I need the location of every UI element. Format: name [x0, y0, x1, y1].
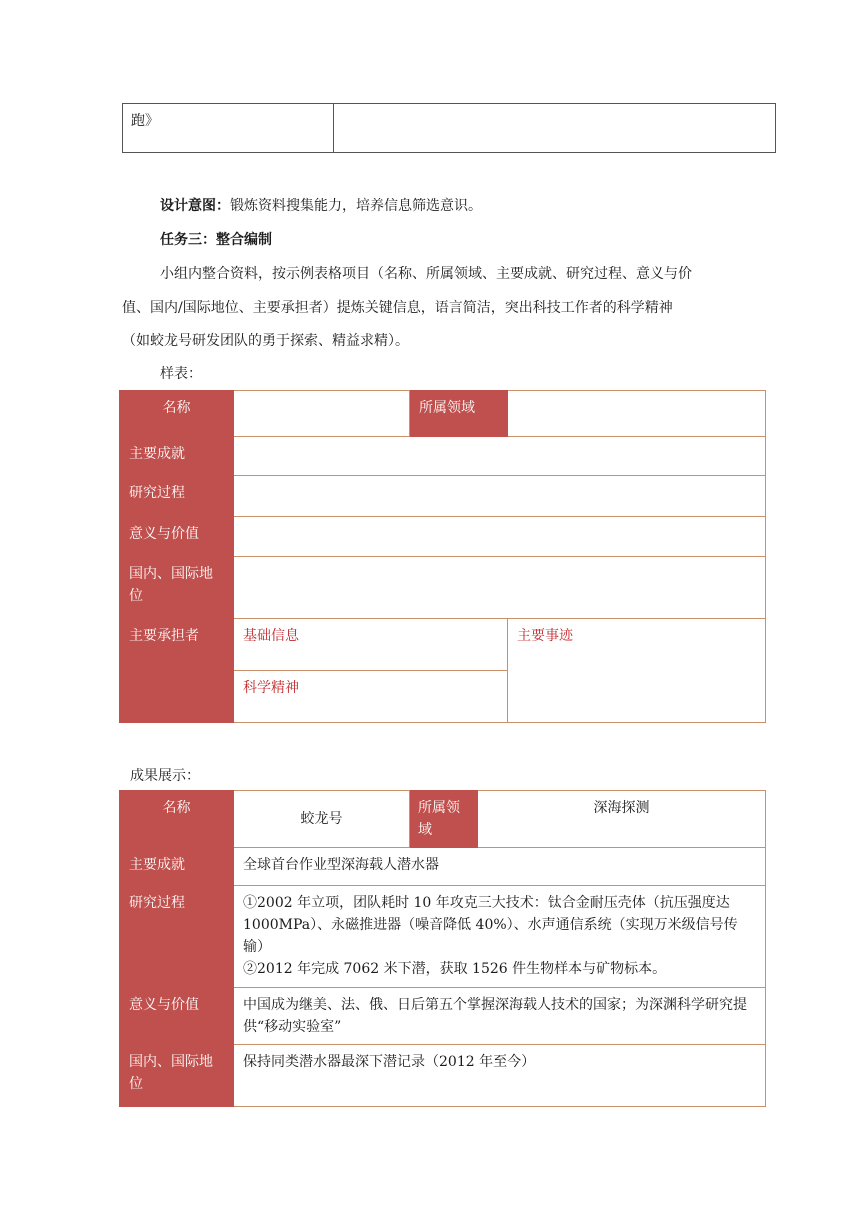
sample-basic-info: 基础信息 [234, 619, 508, 671]
result-field-value: 深海探测 [478, 791, 766, 848]
sample-status-value [234, 557, 766, 619]
result-significance-value: 中国成为继美、法、俄、日后第五个掌握深海载人技术的国家；为深渊科学研究提供“移动实验室” [234, 988, 766, 1045]
sample-achievement-label: 主要成就 [120, 437, 234, 476]
task3-line-3: （如蛟龙号研发团队的勇于探索、精益求精）。 [122, 333, 409, 349]
sample-achievement-value [234, 437, 766, 476]
sample-table [119, 390, 766, 723]
result-process-line-1: ①2002 年立项，团队耗时 10 年攻克三大技术：钛合金耐压壳体（抗压强度达 1000MPa）、永磁推进器（噪音降低 40%）、水声通信系统（实现万米级信号传输） [243, 895, 738, 955]
sample-undertaker-label: 主要承担者 [120, 619, 234, 723]
design-intent-text: 锻炼资料搜集能力，培养信息筛选意识。 [230, 198, 482, 214]
sample-name-value [234, 391, 410, 437]
sample-name-label: 名称 [120, 391, 234, 437]
result-status-value: 保持同类潜水器最深下潜记录（2012 年至今） [234, 1045, 766, 1107]
sample-process-label: 研究过程 [120, 476, 234, 517]
task3-title: 任务三：整合编制 [160, 232, 272, 248]
continued-cell-2 [334, 104, 776, 153]
result-process-value [234, 886, 766, 988]
task3-line-1: 小组内整合资料，按示例表格项目（名称、所属领域、主要成就、研究过程、意义与价 [160, 266, 692, 282]
result-label: 成果展示： [130, 768, 200, 784]
result-status-label: 国内、国际地位 [120, 1045, 234, 1107]
sample-main-deeds: 主要事迹 [508, 619, 766, 723]
sample-significance-value [234, 517, 766, 557]
design-intent [122, 195, 772, 217]
result-achievement-label: 主要成就 [120, 848, 234, 886]
result-process-line-2: ②2012 年完成 7062 米下潜，获取 1526 件生物样本与矿物标本。 [243, 961, 667, 977]
sample-field-value [508, 391, 766, 437]
result-field-label: 所属领域 [410, 791, 478, 848]
sample-status-label: 国内、国际地位 [120, 557, 234, 619]
result-process-label: 研究过程 [120, 886, 234, 988]
sample-significance-label: 意义与价值 [120, 517, 234, 557]
result-significance-label: 意义与价值 [120, 988, 234, 1045]
result-table [119, 790, 766, 1107]
sample-label: 样表： [160, 366, 202, 382]
sample-process-value [234, 476, 766, 517]
result-achievement-value: 全球首台作业型深海载人潜水器 [234, 848, 766, 886]
task3-line-2: 值、国内/国际地位、主要承担者）提炼关键信息，语言简洁，突出科技工作者的科学精神 [122, 300, 673, 316]
design-intent-label: 设计意图： [160, 198, 230, 214]
result-name-label: 名称 [120, 791, 234, 848]
result-name-value: 蛟龙号 [234, 791, 410, 848]
continued-cell-1: 跑》 [123, 104, 334, 153]
sample-field-label: 所属领域 [410, 391, 508, 437]
continued-table [122, 103, 776, 153]
sample-spirit: 科学精神 [234, 671, 508, 723]
